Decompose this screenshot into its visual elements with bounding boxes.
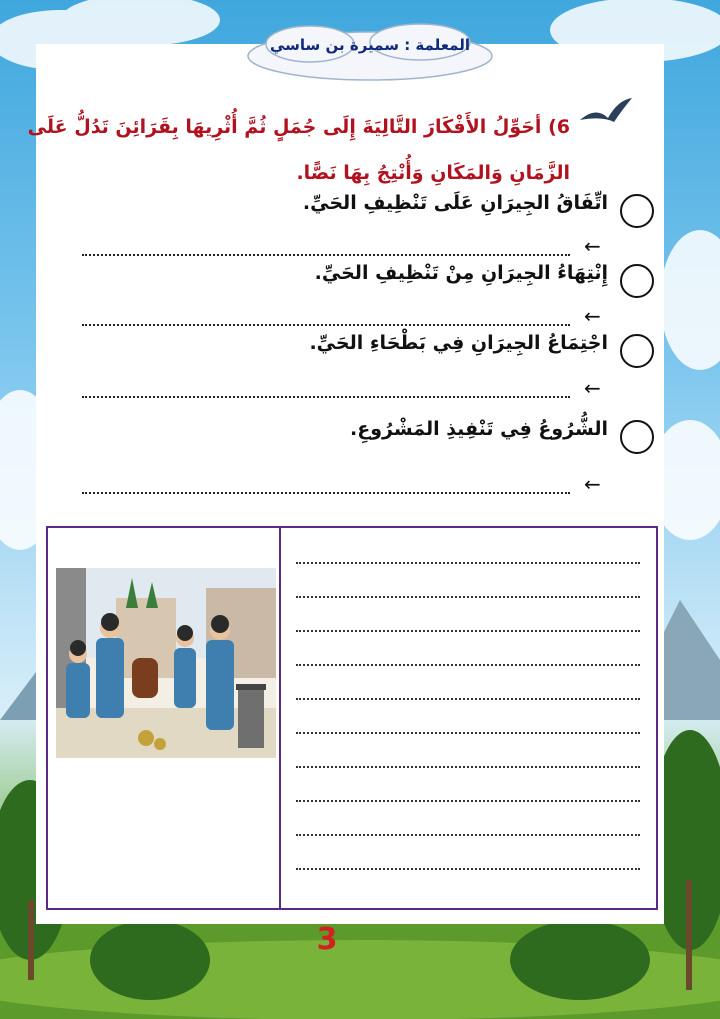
teacher-name: المعلمة : سميرة بن ساسي bbox=[269, 36, 471, 54]
idea-text: الشُّرُوعُ فِي تَنْفِيذِ المَشْرُوعِ. bbox=[350, 418, 608, 440]
cloud-banner-icon bbox=[240, 22, 500, 88]
instruction-text: أحَوِّلُ الأَفْكَارَ التَّالِيَةَ إِلَى جُمَلٍ ثُمَّ أُثْرِيهَا بِقَرَائِنَ تَدُلُّ عَلَى الزَّمَانِ وَالمَكَانِ وَأُنْتِجُ بِهَا نَصًّا. bbox=[27, 116, 570, 184]
bird-icon bbox=[578, 96, 634, 132]
answer-line[interactable] bbox=[82, 396, 570, 398]
idea-text: اجْتِمَاعُ الجِيرَانِ فِي بَطْحَاءِ الحَيِّ. bbox=[309, 332, 608, 354]
page-number: 3 bbox=[316, 922, 338, 957]
idea-text: اتِّفَاقُ الجِيرَانِ عَلَى تَنْظِيفِ الحَيِّ. bbox=[302, 192, 608, 214]
writing-line[interactable] bbox=[296, 834, 640, 836]
writing-line[interactable] bbox=[296, 664, 640, 666]
arrow-left-icon: ← bbox=[584, 472, 601, 496]
answer-line[interactable] bbox=[82, 324, 570, 326]
writing-line[interactable] bbox=[296, 562, 640, 564]
answer-line[interactable] bbox=[82, 492, 570, 494]
writing-line[interactable] bbox=[296, 766, 640, 768]
writing-box bbox=[46, 526, 658, 910]
answer-circle[interactable] bbox=[620, 194, 654, 228]
answer-circle[interactable] bbox=[620, 334, 654, 368]
writing-line[interactable] bbox=[296, 800, 640, 802]
arrow-left-icon: ← bbox=[584, 304, 601, 328]
writing-line[interactable] bbox=[296, 630, 640, 632]
arrow-left-icon: ← bbox=[584, 376, 601, 400]
box-divider bbox=[279, 528, 281, 908]
writing-line[interactable] bbox=[296, 596, 640, 598]
arrow-left-icon: ← bbox=[584, 234, 601, 258]
answer-circle[interactable] bbox=[620, 264, 654, 298]
idea-text: إِنْتِهَاءُ الجِيرَانِ مِنْ تَنْظِيفِ الحَيِّ. bbox=[314, 262, 608, 284]
exercise-instruction bbox=[10, 104, 570, 196]
exercise-number: 6) bbox=[548, 116, 570, 138]
answer-line[interactable] bbox=[82, 254, 570, 256]
writing-line[interactable] bbox=[296, 868, 640, 870]
writing-line[interactable] bbox=[296, 732, 640, 734]
answer-circle[interactable] bbox=[620, 420, 654, 454]
neighbors-cleaning-illustration bbox=[56, 568, 276, 758]
writing-line[interactable] bbox=[296, 698, 640, 700]
